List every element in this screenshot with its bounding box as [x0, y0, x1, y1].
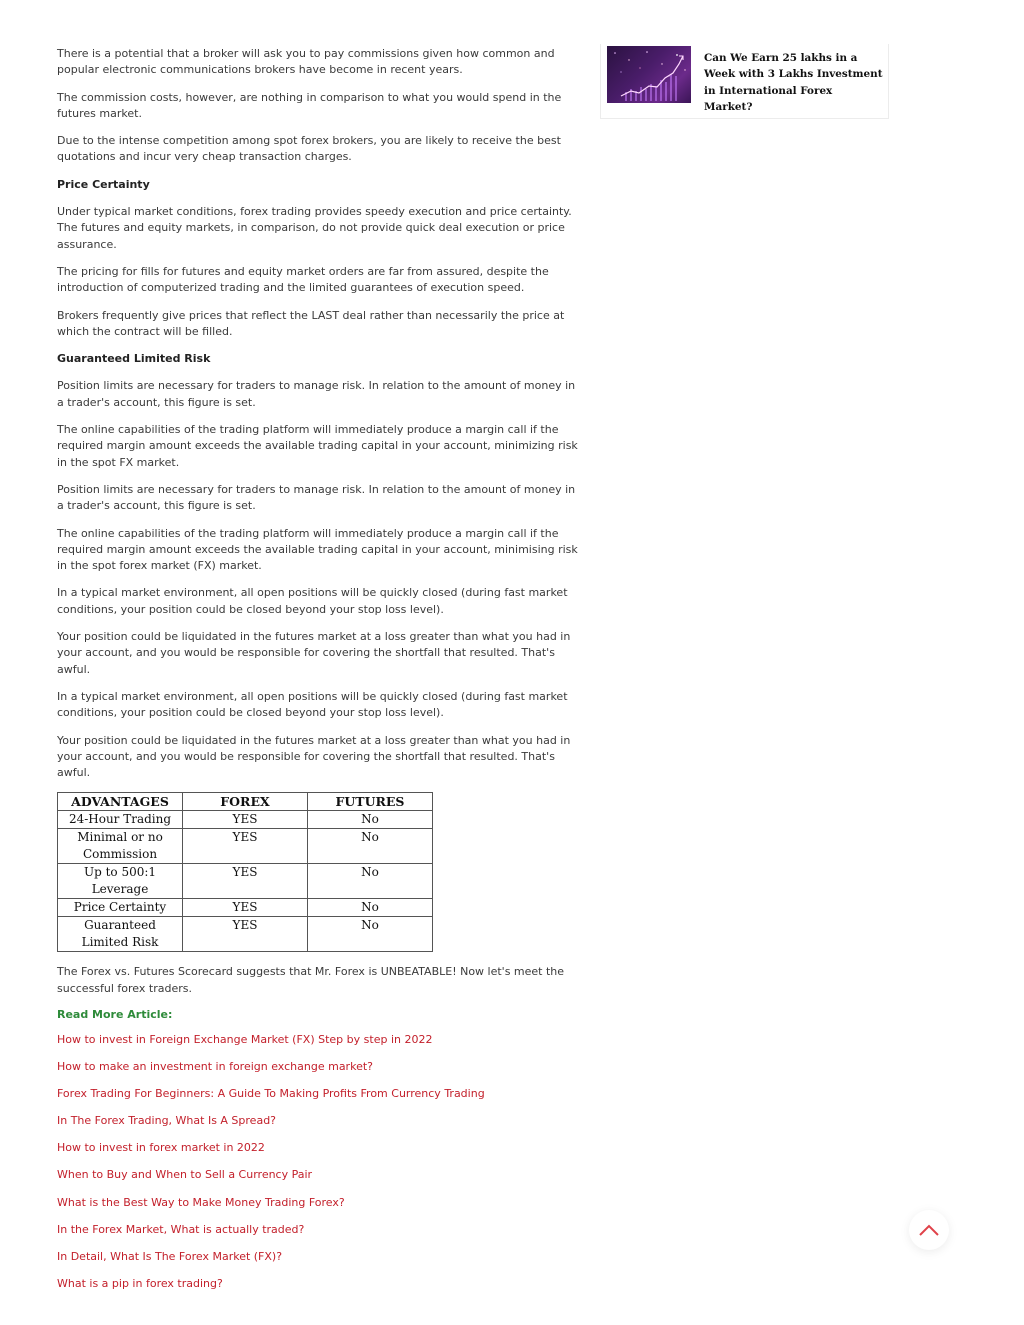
table-cell: Guaranteed Limited Risk — [58, 917, 183, 952]
paragraph: Under typical market conditions, forex trading provides speedy execution and price certainty. The futures and equity markets, in comparison, do not provide quick deal execution or price assurance. — [57, 205, 572, 251]
related-article-card[interactable] — [600, 44, 889, 119]
intro-section — [57, 46, 579, 166]
table-header-row — [58, 793, 433, 811]
table-row — [58, 899, 433, 917]
list-item — [57, 1165, 579, 1183]
list-item — [57, 1220, 579, 1238]
read-more-link[interactable]: In The Forex Trading, What Is A Spread? — [57, 1114, 277, 1128]
table-header-cell: FUTURES — [308, 793, 433, 811]
table-row — [58, 811, 433, 829]
table-cell: Minimal or no Commission — [58, 829, 183, 864]
chevron-up-icon — [918, 1223, 940, 1237]
forex-chart-thumbnail-icon — [607, 46, 691, 103]
table-cell: No — [308, 811, 433, 829]
read-more-link[interactable]: How to invest in Foreign Exchange Market (FX) Step by step in 2022 — [57, 1032, 433, 1046]
scroll-to-top-button[interactable] — [909, 1210, 949, 1250]
list-item — [57, 1111, 579, 1129]
table-cell: No — [308, 864, 433, 899]
read-more-link[interactable]: When to Buy and When to Sell a Currency Pair — [57, 1168, 313, 1182]
paragraph: Your position could be liquidated in the futures market at a loss greater than what you had in your account, and you would be responsible for covering the shortfall that resulted. That's awful. — [57, 630, 571, 676]
read-more-heading: Read More Article: — [57, 1007, 173, 1021]
table-cell: YES — [183, 917, 308, 952]
read-more-link[interactable]: How to invest in forex market in 2022 — [57, 1141, 265, 1155]
table-cell: YES — [183, 899, 308, 917]
paragraph: Position limits are necessary for traders to manage risk. In relation to the amount of money in a trader's account, this figure is set. — [57, 482, 576, 513]
paragraph: There is a potential that a broker will ask you to pay commissions given how common and popular electronic communications brokers have become in recent years. — [57, 47, 555, 77]
conclusion-paragraph: The Forex vs. Futures Scorecard suggests that Mr. Forex is UNBEATABLE! Now let's meet the successful forex traders. — [57, 965, 565, 995]
read-more-link[interactable]: What is a pip in forex trading? — [57, 1276, 223, 1290]
paragraph: Due to the intense competition among spot forex brokers, you are likely to receive the best quotations and incur very cheap transaction charges. — [57, 134, 561, 164]
table-row — [58, 917, 433, 952]
paragraph: Your position could be liquidated in the futures market at a loss greater than what you had in your account, and you would be responsible for covering the shortfall that resulted. That's awful. — [57, 733, 571, 780]
article-body — [57, 46, 579, 1301]
read-more-link[interactable]: In Detail, What Is The Forex Market (FX)? — [57, 1249, 283, 1263]
read-more-link[interactable]: What is the Best Way to Make Money Trading Forex? — [57, 1195, 345, 1209]
table-cell: YES — [183, 864, 308, 899]
list-item — [57, 1057, 579, 1075]
table-row — [58, 864, 433, 899]
paragraph: Brokers frequently give prices that reflect the LAST deal rather than necessarily the price at which the contract will be filled. — [57, 308, 565, 338]
paragraph: In a typical market environment, all open positions will be quickly closed (during fast market conditions, your position could be closed beyond your stop loss level). — [57, 689, 568, 720]
related-article-title[interactable]: Can We Earn 25 lakhs in a Week with 3 Lakhs Investment in International Forex Market? — [704, 52, 883, 113]
read-more-link[interactable]: How to make an investment in foreign exchange market? — [57, 1060, 373, 1074]
paragraph: Position limits are necessary for traders to manage risk. In relation to the amount of money in a trader's account, this figure is set. — [57, 379, 576, 409]
read-more-link[interactable]: Forex Trading For Beginners: A Guide To Making Profits From Currency Trading — [57, 1087, 485, 1101]
list-item — [57, 1193, 579, 1211]
article-thumbnail[interactable] — [607, 46, 691, 103]
table-header-cell: FOREX — [183, 793, 308, 811]
table-cell: Price Certainty — [58, 899, 183, 917]
paragraph: The pricing for fills for futures and equity market orders are far from assured, despite the introduction of computerized trading and the limited guarantees of execution speed. — [57, 264, 549, 295]
list-item — [57, 1274, 579, 1292]
list-item — [57, 1084, 579, 1102]
table-cell: 24-Hour Trading — [58, 811, 183, 829]
table-header-cell: ADVANTAGES — [58, 793, 183, 811]
table-cell: YES — [183, 829, 308, 864]
paragraph: In a typical market environment, all open positions will be quickly closed (during fast market conditions, your position could be closed beyond your stop loss level). — [57, 586, 568, 616]
table-cell: No — [308, 829, 433, 864]
section-heading-price-certainty: Price Certainty — [57, 177, 150, 191]
read-more-link[interactable]: In the Forex Market, What is actually traded? — [57, 1222, 305, 1236]
forex-vs-futures-table — [57, 792, 433, 952]
list-item — [57, 1030, 579, 1048]
paragraph: The online capabilities of the trading platform will immediately produce a margin call if the required margin amount exceeds the available trading capital in your account, minimising risk in the spot forex market (FX) market. — [57, 526, 578, 573]
price-certainty-section — [57, 204, 579, 340]
list-item — [57, 1247, 579, 1265]
table-cell: No — [308, 899, 433, 917]
list-item — [57, 1138, 579, 1156]
table-cell: Up to 500:1 Leverage — [58, 864, 183, 899]
table-row — [58, 829, 433, 864]
paragraph: The online capabilities of the trading platform will immediately produce a margin call if the required margin amount exceeds the available trading capital in your account, minimizing risk in the spot FX market. — [57, 423, 578, 469]
table-cell: YES — [183, 811, 308, 829]
table-cell: No — [308, 917, 433, 952]
guaranteed-risk-section — [57, 378, 579, 781]
paragraph: The commission costs, however, are nothing in comparison to what you would spend in the futures market. — [57, 90, 562, 120]
read-more-list — [57, 1030, 579, 1292]
section-heading-guaranteed-limited-risk: Guaranteed Limited Risk — [57, 352, 211, 366]
